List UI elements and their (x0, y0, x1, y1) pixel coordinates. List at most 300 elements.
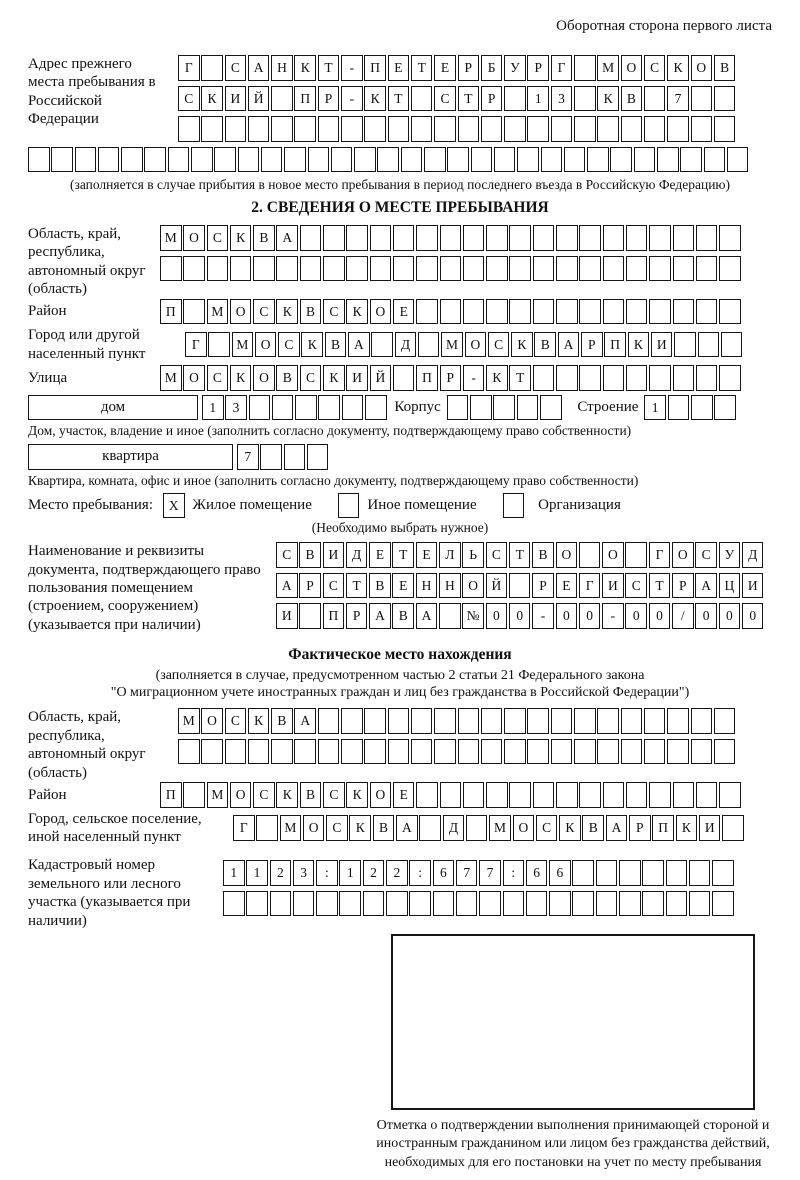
char-cell[interactable] (668, 395, 690, 421)
char-cell[interactable]: Р (672, 573, 694, 599)
char-cell[interactable]: В (532, 542, 554, 568)
organizatsiya-checkbox[interactable] (503, 493, 525, 519)
char-cell[interactable]: С (323, 782, 345, 808)
char-cell[interactable] (246, 891, 268, 917)
char-cell[interactable]: И (699, 815, 721, 841)
char-cell[interactable]: Р (299, 573, 321, 599)
char-cell[interactable]: С (488, 332, 510, 358)
char-cell[interactable]: Ц (719, 573, 741, 599)
char-cell[interactable] (517, 147, 539, 173)
char-cell[interactable] (393, 225, 415, 251)
char-cell[interactable] (504, 116, 526, 142)
char-cell[interactable] (689, 891, 711, 917)
char-cell[interactable] (183, 256, 205, 282)
char-cell[interactable] (714, 86, 736, 112)
char-cell[interactable]: И (225, 86, 247, 112)
char-cell[interactable]: Д (395, 332, 417, 358)
char-cell[interactable] (533, 299, 555, 325)
char-cell[interactable] (691, 86, 713, 112)
char-cell[interactable] (248, 739, 270, 765)
char-cell[interactable]: К (294, 55, 316, 81)
char-cell[interactable] (691, 708, 713, 734)
char-cell[interactable] (51, 147, 73, 173)
char-cell[interactable]: О (370, 782, 392, 808)
char-cell[interactable] (527, 116, 549, 142)
char-cell[interactable]: М (489, 815, 511, 841)
char-cell[interactable] (458, 708, 480, 734)
char-cell[interactable] (549, 891, 571, 917)
char-cell[interactable] (597, 739, 619, 765)
char-cell[interactable]: А (276, 573, 298, 599)
char-cell[interactable] (201, 739, 223, 765)
char-cell[interactable] (178, 739, 200, 765)
char-cell[interactable] (411, 739, 433, 765)
char-cell[interactable]: Т (509, 542, 531, 568)
char-cell[interactable] (463, 225, 485, 251)
char-cell[interactable]: - (341, 86, 363, 112)
char-cell[interactable] (294, 116, 316, 142)
char-cell[interactable] (657, 147, 679, 173)
char-cell[interactable] (433, 891, 455, 917)
char-cell[interactable] (596, 891, 618, 917)
char-cell[interactable]: 0 (695, 603, 717, 629)
char-cell[interactable]: Т (346, 573, 368, 599)
char-cell[interactable] (680, 147, 702, 173)
char-cell[interactable]: М (232, 332, 254, 358)
char-cell[interactable] (649, 299, 671, 325)
char-cell[interactable] (458, 116, 480, 142)
char-cell[interactable] (644, 739, 666, 765)
char-cell[interactable] (371, 332, 393, 358)
char-cell[interactable] (253, 256, 275, 282)
char-cell[interactable]: П (294, 86, 316, 112)
char-cell[interactable] (416, 299, 438, 325)
char-cell[interactable] (621, 116, 643, 142)
char-cell[interactable] (574, 739, 596, 765)
char-cell[interactable]: О (556, 542, 578, 568)
char-cell[interactable] (714, 116, 736, 142)
char-cell[interactable]: Е (388, 55, 410, 81)
char-cell[interactable] (626, 299, 648, 325)
char-cell[interactable] (619, 891, 641, 917)
char-cell[interactable] (486, 225, 508, 251)
dom-box[interactable] (28, 395, 198, 421)
char-cell[interactable]: 1 (246, 860, 268, 886)
char-cell[interactable] (509, 225, 531, 251)
char-cell[interactable]: 1 (223, 860, 245, 886)
char-cell[interactable]: Б (481, 55, 503, 81)
char-cell[interactable]: К (667, 55, 689, 81)
char-cell[interactable] (667, 739, 689, 765)
char-cell[interactable]: А (276, 225, 298, 251)
char-cell[interactable]: У (719, 542, 741, 568)
char-cell[interactable] (572, 891, 594, 917)
char-cell[interactable]: О (230, 782, 252, 808)
char-cell[interactable] (28, 147, 50, 173)
char-cell[interactable] (673, 299, 695, 325)
char-cell[interactable] (168, 147, 190, 173)
char-cell[interactable]: С (178, 86, 200, 112)
char-cell[interactable] (603, 782, 625, 808)
char-cell[interactable]: С (625, 573, 647, 599)
char-cell[interactable] (365, 395, 387, 421)
char-cell[interactable] (696, 225, 718, 251)
char-cell[interactable]: 7 (456, 860, 478, 886)
char-cell[interactable] (214, 147, 236, 173)
char-cell[interactable]: 6 (526, 860, 548, 886)
char-cell[interactable]: 0 (509, 603, 531, 629)
char-cell[interactable]: С (207, 365, 229, 391)
char-cell[interactable] (626, 365, 648, 391)
char-cell[interactable] (416, 225, 438, 251)
char-cell[interactable] (447, 395, 469, 421)
char-cell[interactable]: М (441, 332, 463, 358)
char-cell[interactable]: А (348, 332, 370, 358)
char-cell[interactable] (481, 116, 503, 142)
char-cell[interactable] (440, 225, 462, 251)
char-cell[interactable]: Д (742, 542, 764, 568)
char-cell[interactable]: С (536, 815, 558, 841)
char-cell[interactable] (625, 542, 647, 568)
char-cell[interactable] (470, 395, 492, 421)
char-cell[interactable] (712, 860, 734, 886)
char-cell[interactable]: Г (233, 815, 255, 841)
char-cell[interactable]: М (160, 225, 182, 251)
char-cell[interactable] (318, 739, 340, 765)
char-cell[interactable]: С (695, 542, 717, 568)
char-cell[interactable] (667, 708, 689, 734)
char-cell[interactable]: 0 (625, 603, 647, 629)
char-cell[interactable] (533, 225, 555, 251)
char-cell[interactable]: - (463, 365, 485, 391)
char-cell[interactable] (346, 256, 368, 282)
char-cell[interactable]: П (364, 55, 386, 81)
char-cell[interactable] (271, 86, 293, 112)
char-cell[interactable]: Р (440, 365, 462, 391)
char-cell[interactable] (386, 891, 408, 917)
char-cell[interactable]: К (511, 332, 533, 358)
char-cell[interactable] (714, 395, 736, 421)
char-cell[interactable] (316, 891, 338, 917)
char-cell[interactable]: 6 (433, 860, 455, 886)
char-cell[interactable] (533, 782, 555, 808)
char-cell[interactable] (509, 573, 531, 599)
char-cell[interactable]: В (300, 299, 322, 325)
char-cell[interactable] (323, 256, 345, 282)
char-cell[interactable] (339, 891, 361, 917)
char-cell[interactable]: Д (346, 542, 368, 568)
char-cell[interactable]: С (300, 365, 322, 391)
char-cell[interactable]: К (346, 299, 368, 325)
char-cell[interactable] (486, 299, 508, 325)
char-cell[interactable] (248, 116, 270, 142)
char-cell[interactable]: О (255, 332, 277, 358)
char-cell[interactable]: К (486, 365, 508, 391)
char-cell[interactable]: 1 (202, 395, 224, 421)
char-cell[interactable] (160, 256, 182, 282)
char-cell[interactable] (238, 147, 260, 173)
zhiloe-checkbox[interactable]: X (163, 493, 185, 519)
char-cell[interactable]: О (672, 542, 694, 568)
char-cell[interactable] (486, 256, 508, 282)
char-cell[interactable]: К (230, 365, 252, 391)
char-cell[interactable] (527, 739, 549, 765)
char-cell[interactable]: В (373, 815, 395, 841)
char-cell[interactable]: Р (481, 86, 503, 112)
char-cell[interactable]: Т (458, 86, 480, 112)
char-cell[interactable]: Н (416, 573, 438, 599)
char-cell[interactable]: А (695, 573, 717, 599)
char-cell[interactable]: К (559, 815, 581, 841)
char-cell[interactable] (201, 116, 223, 142)
char-cell[interactable]: М (280, 815, 302, 841)
char-cell[interactable]: Р (346, 603, 368, 629)
char-cell[interactable] (509, 256, 531, 282)
char-cell[interactable] (564, 147, 586, 173)
char-cell[interactable] (610, 147, 632, 173)
char-cell[interactable]: А (606, 815, 628, 841)
char-cell[interactable]: 3 (225, 395, 247, 421)
char-cell[interactable]: К (248, 708, 270, 734)
char-cell[interactable]: К (349, 815, 371, 841)
char-cell[interactable]: Р (532, 573, 554, 599)
char-cell[interactable] (341, 116, 363, 142)
char-cell[interactable] (698, 332, 720, 358)
char-cell[interactable]: И (276, 603, 298, 629)
char-cell[interactable]: О (513, 815, 535, 841)
char-cell[interactable]: О (621, 55, 643, 81)
char-cell[interactable] (674, 332, 696, 358)
char-cell[interactable] (626, 782, 648, 808)
char-cell[interactable] (603, 225, 625, 251)
char-cell[interactable]: Р (629, 815, 651, 841)
char-cell[interactable] (440, 256, 462, 282)
char-cell[interactable] (696, 299, 718, 325)
char-cell[interactable] (673, 782, 695, 808)
char-cell[interactable] (377, 147, 399, 173)
char-cell[interactable]: Й (248, 86, 270, 112)
char-cell[interactable]: О (303, 815, 325, 841)
char-cell[interactable] (434, 708, 456, 734)
char-cell[interactable]: : (316, 860, 338, 886)
char-cell[interactable]: 7 (479, 860, 501, 886)
char-cell[interactable]: С (434, 86, 456, 112)
char-cell[interactable]: А (369, 603, 391, 629)
char-cell[interactable] (621, 708, 643, 734)
char-cell[interactable]: Е (393, 782, 415, 808)
char-cell[interactable]: А (396, 815, 418, 841)
char-cell[interactable]: Й (486, 573, 508, 599)
char-cell[interactable] (284, 147, 306, 173)
char-cell[interactable] (527, 708, 549, 734)
char-cell[interactable]: В (369, 573, 391, 599)
char-cell[interactable]: И (346, 365, 368, 391)
char-cell[interactable]: С (207, 225, 229, 251)
char-cell[interactable] (673, 225, 695, 251)
char-cell[interactable] (541, 147, 563, 173)
char-cell[interactable] (556, 782, 578, 808)
char-cell[interactable]: О (465, 332, 487, 358)
char-cell[interactable] (411, 116, 433, 142)
char-cell[interactable]: А (248, 55, 270, 81)
char-cell[interactable] (463, 256, 485, 282)
char-cell[interactable]: Г (579, 573, 601, 599)
char-cell[interactable]: 2 (363, 860, 385, 886)
char-cell[interactable]: Р (527, 55, 549, 81)
char-cell[interactable]: М (597, 55, 619, 81)
char-cell[interactable] (341, 739, 363, 765)
char-cell[interactable]: В (534, 332, 556, 358)
char-cell[interactable]: В (392, 603, 414, 629)
char-cell[interactable] (719, 365, 741, 391)
char-cell[interactable] (393, 365, 415, 391)
char-cell[interactable] (667, 116, 689, 142)
char-cell[interactable]: Н (439, 573, 461, 599)
char-cell[interactable]: О (183, 365, 205, 391)
char-cell[interactable]: А (558, 332, 580, 358)
char-cell[interactable] (466, 815, 488, 841)
char-cell[interactable]: О (253, 365, 275, 391)
char-cell[interactable]: С (253, 299, 275, 325)
char-cell[interactable] (486, 782, 508, 808)
char-cell[interactable]: Н (271, 55, 293, 81)
char-cell[interactable] (596, 860, 618, 886)
char-cell[interactable] (722, 815, 744, 841)
char-cell[interactable]: О (462, 573, 484, 599)
char-cell[interactable]: 1 (527, 86, 549, 112)
char-cell[interactable] (225, 116, 247, 142)
char-cell[interactable]: К (230, 225, 252, 251)
char-cell[interactable]: С (253, 782, 275, 808)
char-cell[interactable] (201, 55, 223, 81)
char-cell[interactable]: О (691, 55, 713, 81)
char-cell[interactable] (481, 739, 503, 765)
char-cell[interactable] (230, 256, 252, 282)
char-cell[interactable]: И (323, 542, 345, 568)
char-cell[interactable] (300, 225, 322, 251)
char-cell[interactable]: О (201, 708, 223, 734)
char-cell[interactable] (370, 225, 392, 251)
char-cell[interactable]: О (370, 299, 392, 325)
char-cell[interactable] (579, 542, 601, 568)
char-cell[interactable]: О (602, 542, 624, 568)
char-cell[interactable] (579, 782, 601, 808)
char-cell[interactable] (440, 299, 462, 325)
char-cell[interactable] (411, 708, 433, 734)
char-cell[interactable] (256, 815, 278, 841)
char-cell[interactable]: Е (369, 542, 391, 568)
char-cell[interactable]: Г (551, 55, 573, 81)
char-cell[interactable] (447, 147, 469, 173)
char-cell[interactable]: В (253, 225, 275, 251)
char-cell[interactable]: Р (581, 332, 603, 358)
char-cell[interactable] (294, 739, 316, 765)
char-cell[interactable]: С (278, 332, 300, 358)
char-cell[interactable]: У (504, 55, 526, 81)
char-cell[interactable] (272, 395, 294, 421)
char-cell[interactable] (597, 708, 619, 734)
char-cell[interactable] (579, 299, 601, 325)
char-cell[interactable] (463, 782, 485, 808)
char-cell[interactable]: А (416, 603, 438, 629)
char-cell[interactable]: П (416, 365, 438, 391)
char-cell[interactable]: Л (439, 542, 461, 568)
char-cell[interactable]: 3 (551, 86, 573, 112)
char-cell[interactable] (208, 332, 230, 358)
char-cell[interactable]: С (644, 55, 666, 81)
char-cell[interactable]: Р (318, 86, 340, 112)
char-cell[interactable] (439, 603, 461, 629)
char-cell[interactable]: К (597, 86, 619, 112)
char-cell[interactable]: 0 (649, 603, 671, 629)
char-cell[interactable] (504, 708, 526, 734)
char-cell[interactable] (526, 891, 548, 917)
inoe-checkbox[interactable] (338, 493, 360, 519)
char-cell[interactable]: Е (556, 573, 578, 599)
char-cell[interactable] (401, 147, 423, 173)
char-cell[interactable] (307, 444, 329, 470)
char-cell[interactable]: В (271, 708, 293, 734)
char-cell[interactable] (540, 395, 562, 421)
char-cell[interactable] (300, 256, 322, 282)
char-cell[interactable] (603, 256, 625, 282)
char-cell[interactable]: Г (185, 332, 207, 358)
char-cell[interactable]: 0 (719, 603, 741, 629)
char-cell[interactable]: Т (392, 542, 414, 568)
char-cell[interactable] (354, 147, 376, 173)
char-cell[interactable] (393, 256, 415, 282)
char-cell[interactable] (649, 365, 671, 391)
char-cell[interactable]: Ь (462, 542, 484, 568)
char-cell[interactable]: 0 (556, 603, 578, 629)
char-cell[interactable]: № (462, 603, 484, 629)
char-cell[interactable] (696, 365, 718, 391)
char-cell[interactable]: П (604, 332, 626, 358)
char-cell[interactable]: Т (388, 86, 410, 112)
char-cell[interactable] (619, 860, 641, 886)
char-cell[interactable]: Е (416, 542, 438, 568)
char-cell[interactable] (649, 782, 671, 808)
char-cell[interactable] (691, 116, 713, 142)
char-cell[interactable] (456, 891, 478, 917)
char-cell[interactable]: Д (443, 815, 465, 841)
char-cell[interactable] (346, 225, 368, 251)
char-cell[interactable] (603, 299, 625, 325)
char-cell[interactable]: К (276, 782, 298, 808)
char-cell[interactable]: С (225, 55, 247, 81)
char-cell[interactable]: 2 (270, 860, 292, 886)
char-cell[interactable] (418, 332, 440, 358)
char-cell[interactable]: Е (392, 573, 414, 599)
char-cell[interactable] (388, 739, 410, 765)
char-cell[interactable]: П (323, 603, 345, 629)
char-cell[interactable] (579, 225, 601, 251)
char-cell[interactable]: Р (458, 55, 480, 81)
char-cell[interactable] (260, 444, 282, 470)
char-cell[interactable] (649, 256, 671, 282)
char-cell[interactable] (503, 891, 525, 917)
char-cell[interactable]: : (503, 860, 525, 886)
char-cell[interactable] (551, 739, 573, 765)
char-cell[interactable] (183, 299, 205, 325)
char-cell[interactable] (556, 299, 578, 325)
char-cell[interactable] (689, 860, 711, 886)
char-cell[interactable]: Т (649, 573, 671, 599)
char-cell[interactable]: И (742, 573, 764, 599)
char-cell[interactable] (719, 782, 741, 808)
char-cell[interactable] (719, 225, 741, 251)
char-cell[interactable] (696, 782, 718, 808)
